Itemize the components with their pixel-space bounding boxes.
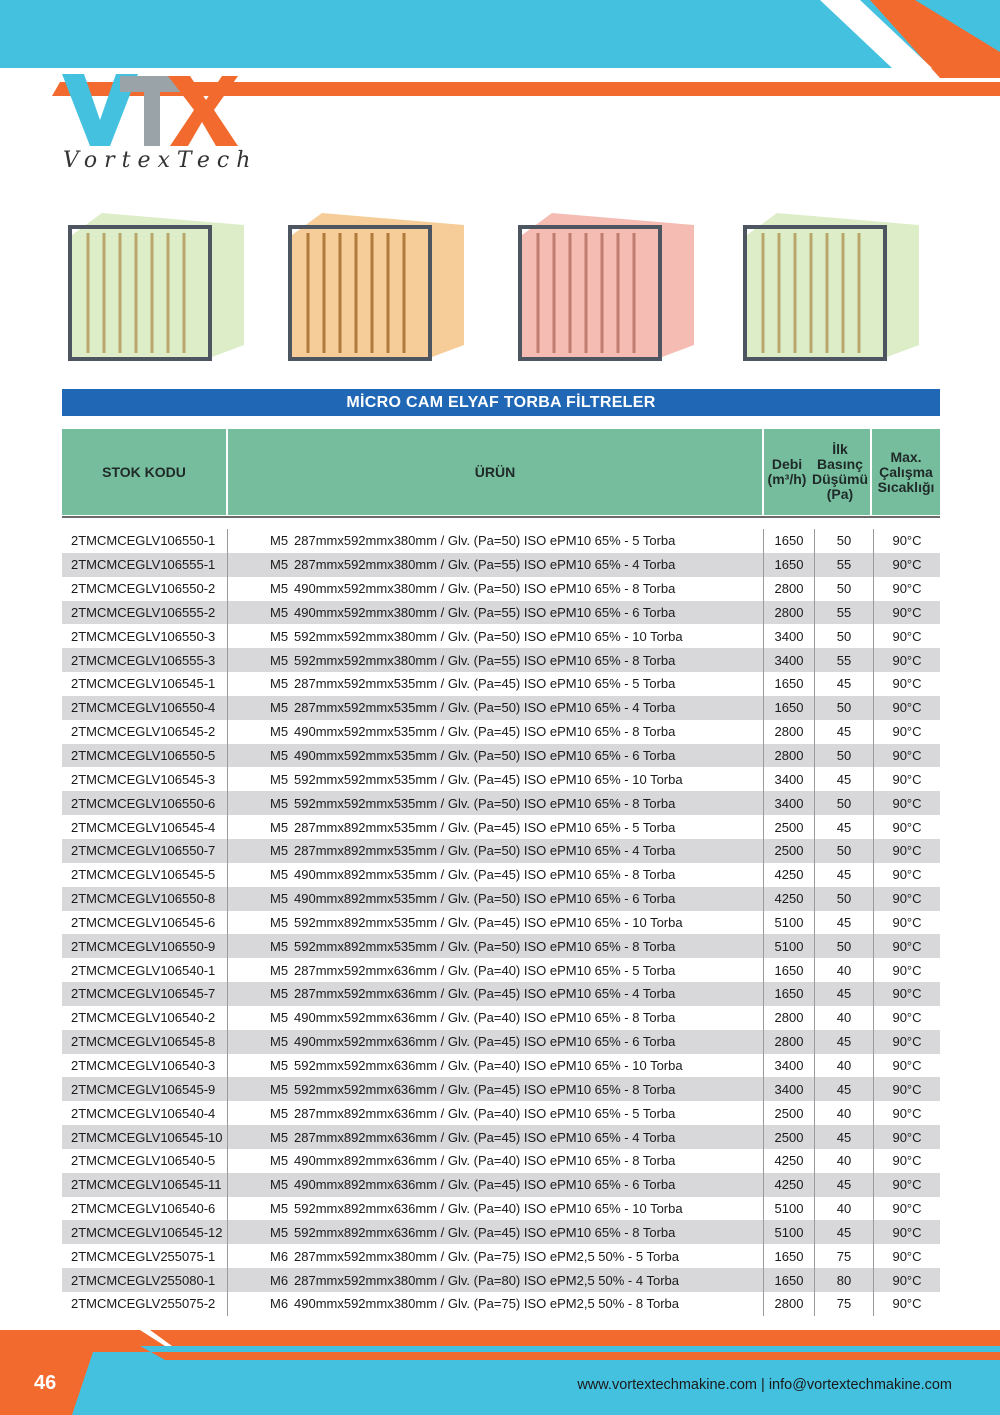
product-image bbox=[512, 205, 712, 375]
product-image bbox=[282, 205, 482, 375]
cell-filter-class: M5 bbox=[270, 1034, 289, 1050]
cell-product-desc: 287mmx592mmx636mm / Glv. (Pa=45) ISO ePM10 65% - 4 Torba bbox=[294, 986, 676, 1002]
cell-pressure-drop: 45 bbox=[815, 863, 874, 887]
cell-max-temp: 90°C bbox=[892, 1177, 922, 1193]
cell-product-desc: 287mmx592mmx636mm / Glv. (Pa=40) ISO ePM10 65% - 5 Torba bbox=[294, 962, 676, 978]
cell-flow: 1650 bbox=[764, 1244, 815, 1268]
table-row bbox=[62, 767, 940, 791]
cell-stock-code: 2TMCMCEGLV255075-1 bbox=[62, 1244, 228, 1268]
cell-flow: 2800 bbox=[764, 744, 815, 768]
cell-pressure-drop: 50 bbox=[815, 791, 874, 815]
cell-pressure-drop: 75 bbox=[815, 1292, 874, 1316]
cell-max-temp: 90°C bbox=[892, 986, 922, 1002]
cell-max-temp: 90°C bbox=[892, 1296, 922, 1312]
cell-product-desc: 490mmx592mmx636mm / Glv. (Pa=45) ISO ePM10 65% - 6 Torba bbox=[294, 1034, 676, 1050]
cell-pressure-drop: 75 bbox=[815, 1244, 874, 1268]
cell-product bbox=[228, 911, 764, 935]
cell-flow: 5100 bbox=[764, 934, 815, 958]
cell-product-desc: 490mmx592mmx535mm / Glv. (Pa=45) ISO ePM10 65% - 8 Torba bbox=[294, 724, 676, 740]
cell-stock-code: 2TMCMCEGLV106545-4 bbox=[62, 815, 228, 839]
cell-flow: 5100 bbox=[764, 1197, 815, 1221]
cell-pressure-drop: 50 bbox=[815, 887, 874, 911]
table-row bbox=[62, 1125, 940, 1149]
cell-product-desc: 490mmx892mmx535mm / Glv. (Pa=45) ISO ePM10 65% - 8 Torba bbox=[294, 867, 676, 883]
cell-product bbox=[228, 1006, 764, 1030]
header-product: ÜRÜN bbox=[228, 429, 764, 515]
cell-product bbox=[228, 601, 764, 625]
table-row bbox=[62, 696, 940, 720]
cell-pressure-drop: 45 bbox=[815, 767, 874, 791]
cell-product bbox=[228, 577, 764, 601]
cell-flow: 1650 bbox=[764, 672, 815, 696]
cell-filter-class: M5 bbox=[270, 771, 289, 787]
cell-pressure-drop: 45 bbox=[815, 1220, 874, 1244]
cell-product bbox=[228, 1244, 764, 1268]
cell-filter-class: M5 bbox=[270, 843, 289, 859]
cell-flow: 3400 bbox=[764, 648, 815, 672]
cell-stock-code: 2TMCMCEGLV106545-3 bbox=[62, 767, 228, 791]
cell-product-desc: 592mmx592mmx535mm / Glv. (Pa=45) ISO ePM10 65% - 10 Torba bbox=[294, 771, 683, 787]
cell-max-temp: 90°C bbox=[892, 700, 922, 716]
cell-filter-class: M5 bbox=[270, 795, 289, 811]
table-row bbox=[62, 1149, 940, 1173]
cell-pressure-drop: 45 bbox=[815, 815, 874, 839]
cell-flow: 2800 bbox=[764, 1030, 815, 1054]
cell-filter-class: M5 bbox=[270, 700, 289, 716]
cell-stock-code: 2TMCMCEGLV106550-3 bbox=[62, 624, 228, 648]
table-row bbox=[62, 744, 940, 768]
cell-product-desc: 592mmx592mmx636mm / Glv. (Pa=45) ISO ePM10 65% - 8 Torba bbox=[294, 1081, 676, 1097]
cell-filter-class: M5 bbox=[270, 604, 289, 620]
cell-stock-code: 2TMCMCEGLV106545-10 bbox=[62, 1125, 228, 1149]
cell-max-temp: 90°C bbox=[892, 1081, 922, 1097]
cell-product bbox=[228, 767, 764, 791]
cell-stock-code: 2TMCMCEGLV106550-7 bbox=[62, 839, 228, 863]
cell-pressure-drop: 50 bbox=[815, 934, 874, 958]
cell-filter-class: M5 bbox=[270, 1129, 289, 1145]
table-header bbox=[62, 429, 940, 515]
cell-flow: 3400 bbox=[764, 1077, 815, 1101]
cell-filter-class: M5 bbox=[270, 581, 289, 597]
table-row bbox=[62, 648, 940, 672]
cell-pressure-drop: 50 bbox=[815, 577, 874, 601]
cell-product bbox=[228, 1268, 764, 1292]
cell-pressure-drop: 40 bbox=[815, 1197, 874, 1221]
cell-flow: 2500 bbox=[764, 1125, 815, 1149]
cell-filter-class: M5 bbox=[270, 867, 289, 883]
cell-stock-code: 2TMCMCEGLV106545-12 bbox=[62, 1220, 228, 1244]
cell-max-temp: 90°C bbox=[892, 557, 922, 573]
cell-max-temp: 90°C bbox=[892, 676, 922, 692]
cell-stock-code: 2TMCMCEGLV106550-8 bbox=[62, 887, 228, 911]
cell-pressure-drop: 45 bbox=[815, 1125, 874, 1149]
cell-stock-code: 2TMCMCEGLV106555-2 bbox=[62, 601, 228, 625]
table-row bbox=[62, 529, 940, 553]
cell-flow: 2800 bbox=[764, 601, 815, 625]
table-row bbox=[62, 624, 940, 648]
cell-filter-class: M5 bbox=[270, 986, 289, 1002]
cell-flow: 3400 bbox=[764, 1054, 815, 1078]
brand-name: VortexTech bbox=[63, 148, 258, 173]
cell-max-temp: 90°C bbox=[892, 891, 922, 907]
header-stock-code: STOK KODU bbox=[62, 429, 228, 515]
cell-pressure-drop: 40 bbox=[815, 1054, 874, 1078]
cell-product-desc: 287mmx592mmx535mm / Glv. (Pa=50) ISO ePM10 65% - 4 Torba bbox=[294, 700, 676, 716]
cell-product-desc: 592mmx592mmx535mm / Glv. (Pa=50) ISO ePM10 65% - 8 Torba bbox=[294, 795, 676, 811]
cell-pressure-drop: 45 bbox=[815, 672, 874, 696]
cell-filter-class: M5 bbox=[270, 1081, 289, 1097]
cell-max-temp: 90°C bbox=[892, 581, 922, 597]
cell-stock-code: 2TMCMCEGLV106540-3 bbox=[62, 1054, 228, 1078]
cell-max-temp: 90°C bbox=[892, 1010, 922, 1026]
table-body bbox=[62, 529, 940, 1316]
cell-stock-code: 2TMCMCEGLV255075-2 bbox=[62, 1292, 228, 1316]
cell-flow: 3400 bbox=[764, 767, 815, 791]
cell-filter-class: M5 bbox=[270, 724, 289, 740]
cell-max-temp: 90°C bbox=[892, 962, 922, 978]
cell-filter-class: M5 bbox=[270, 1010, 289, 1026]
cell-product bbox=[228, 529, 764, 553]
cell-stock-code: 2TMCMCEGLV106545-7 bbox=[62, 982, 228, 1006]
cell-max-temp: 90°C bbox=[892, 1224, 922, 1240]
table-row bbox=[62, 1268, 940, 1292]
cell-max-temp: 90°C bbox=[892, 1105, 922, 1121]
cell-product-desc: 287mmx892mmx535mm / Glv. (Pa=50) ISO ePM10 65% - 4 Torba bbox=[294, 843, 676, 859]
cell-product-desc: 592mmx592mmx380mm / Glv. (Pa=55) ISO ePM10 65% - 8 Torba bbox=[294, 652, 676, 668]
table-row bbox=[62, 815, 940, 839]
table-row bbox=[62, 887, 940, 911]
cell-stock-code: 2TMCMCEGLV106545-2 bbox=[62, 720, 228, 744]
cell-stock-code: 2TMCMCEGLV106550-9 bbox=[62, 934, 228, 958]
table-row bbox=[62, 1077, 940, 1101]
cell-product-desc: 592mmx592mmx636mm / Glv. (Pa=40) ISO ePM10 65% - 10 Torba bbox=[294, 1057, 683, 1073]
table-row bbox=[62, 1173, 940, 1197]
cell-stock-code: 2TMCMCEGLV106540-1 bbox=[62, 958, 228, 982]
cell-pressure-drop: 50 bbox=[815, 839, 874, 863]
cell-pressure-drop: 50 bbox=[815, 529, 874, 553]
table-row bbox=[62, 1006, 940, 1030]
cell-stock-code: 2TMCMCEGLV106540-5 bbox=[62, 1149, 228, 1173]
cell-flow: 2800 bbox=[764, 1006, 815, 1030]
table-row bbox=[62, 1101, 940, 1125]
cell-stock-code: 2TMCMCEGLV106545-6 bbox=[62, 911, 228, 935]
cell-max-temp: 90°C bbox=[892, 1034, 922, 1050]
cell-flow: 1650 bbox=[764, 696, 815, 720]
cell-filter-class: M5 bbox=[270, 819, 289, 835]
cell-product bbox=[228, 958, 764, 982]
product-image bbox=[737, 205, 937, 375]
cell-stock-code: 2TMCMCEGLV106550-1 bbox=[62, 529, 228, 553]
cell-pressure-drop: 55 bbox=[815, 601, 874, 625]
cell-pressure-drop: 45 bbox=[815, 982, 874, 1006]
cell-stock-code: 2TMCMCEGLV255080-1 bbox=[62, 1268, 228, 1292]
cell-max-temp: 90°C bbox=[892, 771, 922, 787]
cell-product bbox=[228, 934, 764, 958]
cell-product-desc: 490mmx592mmx535mm / Glv. (Pa=50) ISO ePM10 65% - 6 Torba bbox=[294, 748, 676, 764]
cell-product-desc: 490mmx892mmx636mm / Glv. (Pa=45) ISO ePM10 65% - 6 Torba bbox=[294, 1177, 676, 1193]
table-row bbox=[62, 791, 940, 815]
cell-filter-class: M5 bbox=[270, 1177, 289, 1193]
table-title: MİCRO CAM ELYAF TORBA FİLTRELER bbox=[62, 389, 940, 416]
cell-product bbox=[228, 1197, 764, 1221]
cell-product bbox=[228, 553, 764, 577]
cell-filter-class: M5 bbox=[270, 676, 289, 692]
cell-stock-code: 2TMCMCEGLV106545-1 bbox=[62, 672, 228, 696]
cell-max-temp: 90°C bbox=[892, 1057, 922, 1073]
cell-max-temp: 90°C bbox=[892, 1201, 922, 1217]
table-row bbox=[62, 1244, 940, 1268]
cell-product bbox=[228, 815, 764, 839]
cell-product bbox=[228, 887, 764, 911]
cell-product bbox=[228, 1077, 764, 1101]
table-row bbox=[62, 553, 940, 577]
cell-flow: 1650 bbox=[764, 529, 815, 553]
cell-stock-code: 2TMCMCEGLV106540-4 bbox=[62, 1101, 228, 1125]
cell-product bbox=[228, 982, 764, 1006]
table-row bbox=[62, 839, 940, 863]
table-row bbox=[62, 863, 940, 887]
cell-pressure-drop: 50 bbox=[815, 744, 874, 768]
cell-product-desc: 592mmx892mmx535mm / Glv. (Pa=50) ISO ePM10 65% - 8 Torba bbox=[294, 938, 676, 954]
header-flow: Debi (m³/h) bbox=[764, 429, 810, 515]
cell-stock-code: 2TMCMCEGLV106555-3 bbox=[62, 648, 228, 672]
table-row bbox=[62, 982, 940, 1006]
cell-filter-class: M6 bbox=[270, 1248, 289, 1264]
cell-max-temp: 90°C bbox=[892, 914, 922, 930]
cell-filter-class: M5 bbox=[270, 748, 289, 764]
cell-product bbox=[228, 1101, 764, 1125]
cell-max-temp: 90°C bbox=[892, 533, 922, 549]
cell-stock-code: 2TMCMCEGLV106550-5 bbox=[62, 744, 228, 768]
cell-max-temp: 90°C bbox=[892, 795, 922, 811]
cell-product-desc: 490mmx892mmx535mm / Glv. (Pa=50) ISO ePM10 65% - 6 Torba bbox=[294, 891, 676, 907]
table-row bbox=[62, 720, 940, 744]
header-pressure-drop: İlk Basınç Düşümü (Pa) bbox=[810, 429, 872, 515]
header-max-temp: Max. Çalışma Sıcaklığı bbox=[872, 429, 940, 515]
cell-product bbox=[228, 1054, 764, 1078]
cell-filter-class: M6 bbox=[270, 1272, 289, 1288]
cell-product-desc: 490mmx892mmx636mm / Glv. (Pa=40) ISO ePM10 65% - 8 Torba bbox=[294, 1153, 676, 1169]
table-row bbox=[62, 934, 940, 958]
cell-max-temp: 90°C bbox=[892, 628, 922, 644]
cell-filter-class: M5 bbox=[270, 1201, 289, 1217]
cell-product bbox=[228, 1292, 764, 1316]
cell-filter-class: M5 bbox=[270, 1224, 289, 1240]
cell-product-desc: 287mmx592mmx380mm / Glv. (Pa=55) ISO ePM10 65% - 4 Torba bbox=[294, 557, 676, 573]
cell-max-temp: 90°C bbox=[892, 819, 922, 835]
cell-pressure-drop: 80 bbox=[815, 1268, 874, 1292]
cell-product-desc: 287mmx892mmx636mm / Glv. (Pa=40) ISO ePM10 65% - 5 Torba bbox=[294, 1105, 676, 1121]
cell-filter-class: M5 bbox=[270, 628, 289, 644]
cell-stock-code: 2TMCMCEGLV106545-8 bbox=[62, 1030, 228, 1054]
cell-flow: 1650 bbox=[764, 982, 815, 1006]
cell-stock-code: 2TMCMCEGLV106545-11 bbox=[62, 1173, 228, 1197]
table-row bbox=[62, 672, 940, 696]
page-number: 46 bbox=[34, 1372, 57, 1394]
cell-pressure-drop: 45 bbox=[815, 1030, 874, 1054]
cell-pressure-drop: 40 bbox=[815, 1006, 874, 1030]
cell-max-temp: 90°C bbox=[892, 867, 922, 883]
cell-stock-code: 2TMCMCEGLV106555-1 bbox=[62, 553, 228, 577]
table-row bbox=[62, 1054, 940, 1078]
cell-filter-class: M5 bbox=[270, 962, 289, 978]
table-row bbox=[62, 1030, 940, 1054]
cell-max-temp: 90°C bbox=[892, 843, 922, 859]
cell-flow: 2800 bbox=[764, 1292, 815, 1316]
cell-stock-code: 2TMCMCEGLV106540-6 bbox=[62, 1197, 228, 1221]
cell-flow: 1650 bbox=[764, 958, 815, 982]
cell-flow: 2500 bbox=[764, 1101, 815, 1125]
table-row bbox=[62, 1197, 940, 1221]
cell-max-temp: 90°C bbox=[892, 724, 922, 740]
cell-max-temp: 90°C bbox=[892, 748, 922, 764]
cell-product-desc: 287mmx592mmx380mm / Glv. (Pa=50) ISO ePM10 65% - 5 Torba bbox=[294, 533, 676, 549]
cell-product bbox=[228, 696, 764, 720]
cell-filter-class: M5 bbox=[270, 938, 289, 954]
cell-max-temp: 90°C bbox=[892, 1129, 922, 1145]
cell-stock-code: 2TMCMCEGLV106550-2 bbox=[62, 577, 228, 601]
cell-flow: 2500 bbox=[764, 815, 815, 839]
cell-flow: 4250 bbox=[764, 863, 815, 887]
cell-flow: 4250 bbox=[764, 1173, 815, 1197]
cell-product bbox=[228, 744, 764, 768]
cell-pressure-drop: 55 bbox=[815, 648, 874, 672]
product-gallery bbox=[62, 205, 942, 375]
cell-filter-class: M5 bbox=[270, 533, 289, 549]
cell-product bbox=[228, 791, 764, 815]
cell-flow: 5100 bbox=[764, 911, 815, 935]
cell-product bbox=[228, 1220, 764, 1244]
cell-max-temp: 90°C bbox=[892, 604, 922, 620]
cell-max-temp: 90°C bbox=[892, 652, 922, 668]
cell-flow: 2800 bbox=[764, 720, 815, 744]
cell-product bbox=[228, 648, 764, 672]
cell-max-temp: 90°C bbox=[892, 1272, 922, 1288]
cell-pressure-drop: 40 bbox=[815, 958, 874, 982]
cell-product bbox=[228, 720, 764, 744]
cell-product bbox=[228, 1125, 764, 1149]
cell-stock-code: 2TMCMCEGLV106550-4 bbox=[62, 696, 228, 720]
cell-filter-class: M5 bbox=[270, 557, 289, 573]
cell-filter-class: M5 bbox=[270, 1057, 289, 1073]
cell-product-desc: 490mmx592mmx636mm / Glv. (Pa=40) ISO ePM10 65% - 8 Torba bbox=[294, 1010, 676, 1026]
cell-product-desc: 592mmx892mmx535mm / Glv. (Pa=45) ISO ePM10 65% - 10 Torba bbox=[294, 914, 683, 930]
cell-pressure-drop: 50 bbox=[815, 696, 874, 720]
cell-product-desc: 287mmx892mmx636mm / Glv. (Pa=45) ISO ePM10 65% - 4 Torba bbox=[294, 1129, 676, 1145]
cell-filter-class: M5 bbox=[270, 914, 289, 930]
cell-product-desc: 490mmx592mmx380mm / Glv. (Pa=55) ISO ePM10 65% - 6 Torba bbox=[294, 604, 676, 620]
cell-flow: 1650 bbox=[764, 553, 815, 577]
cell-pressure-drop: 40 bbox=[815, 1101, 874, 1125]
cell-product-desc: 490mmx592mmx380mm / Glv. (Pa=75) ISO ePM2,5 50% - 8 Torba bbox=[294, 1296, 679, 1312]
cell-product bbox=[228, 839, 764, 863]
cell-product-desc: 592mmx892mmx636mm / Glv. (Pa=40) ISO ePM10 65% - 10 Torba bbox=[294, 1201, 683, 1217]
cell-product-desc: 287mmx892mmx535mm / Glv. (Pa=45) ISO ePM10 65% - 5 Torba bbox=[294, 819, 676, 835]
cell-product-desc: 287mmx592mmx380mm / Glv. (Pa=80) ISO ePM2,5 50% - 4 Torba bbox=[294, 1272, 679, 1288]
table-row bbox=[62, 577, 940, 601]
contact-links[interactable]: www.vortextechmakine.com | info@vortextechmakine.com bbox=[577, 1377, 952, 1393]
cell-stock-code: 2TMCMCEGLV106540-2 bbox=[62, 1006, 228, 1030]
cell-flow: 2800 bbox=[764, 577, 815, 601]
cell-pressure-drop: 50 bbox=[815, 624, 874, 648]
cell-pressure-drop: 45 bbox=[815, 1077, 874, 1101]
cell-flow: 1650 bbox=[764, 1268, 815, 1292]
product-image bbox=[62, 205, 262, 375]
cell-pressure-drop: 45 bbox=[815, 911, 874, 935]
cell-filter-class: M5 bbox=[270, 1153, 289, 1169]
cell-product bbox=[228, 1173, 764, 1197]
cell-product-desc: 287mmx592mmx380mm / Glv. (Pa=75) ISO ePM2,5 50% - 5 Torba bbox=[294, 1248, 679, 1264]
cell-flow: 3400 bbox=[764, 624, 815, 648]
footer-band bbox=[0, 1330, 1000, 1415]
cell-filter-class: M5 bbox=[270, 891, 289, 907]
cell-pressure-drop: 45 bbox=[815, 720, 874, 744]
cell-product-desc: 592mmx592mmx380mm / Glv. (Pa=50) ISO ePM10 65% - 10 Torba bbox=[294, 628, 683, 644]
table-row bbox=[62, 911, 940, 935]
cell-filter-class: M6 bbox=[270, 1296, 289, 1312]
cell-stock-code: 2TMCMCEGLV106545-5 bbox=[62, 863, 228, 887]
header-divider bbox=[62, 516, 940, 518]
cell-filter-class: M5 bbox=[270, 1105, 289, 1121]
cell-flow: 4250 bbox=[764, 1149, 815, 1173]
cell-flow: 5100 bbox=[764, 1220, 815, 1244]
cell-product-desc: 490mmx592mmx380mm / Glv. (Pa=50) ISO ePM10 65% - 8 Torba bbox=[294, 581, 676, 597]
cell-product bbox=[228, 863, 764, 887]
cell-flow: 3400 bbox=[764, 791, 815, 815]
cell-product bbox=[228, 624, 764, 648]
table-row bbox=[62, 1292, 940, 1316]
cell-flow: 2500 bbox=[764, 839, 815, 863]
cell-product bbox=[228, 1149, 764, 1173]
cell-pressure-drop: 45 bbox=[815, 1173, 874, 1197]
cell-filter-class: M5 bbox=[270, 652, 289, 668]
cell-product bbox=[228, 672, 764, 696]
cell-pressure-drop: 55 bbox=[815, 553, 874, 577]
cell-product bbox=[228, 1030, 764, 1054]
table-row bbox=[62, 958, 940, 982]
cell-stock-code: 2TMCMCEGLV106545-9 bbox=[62, 1077, 228, 1101]
cell-max-temp: 90°C bbox=[892, 938, 922, 954]
cell-max-temp: 90°C bbox=[892, 1153, 922, 1169]
cell-product-desc: 592mmx892mmx636mm / Glv. (Pa=45) ISO ePM10 65% - 8 Torba bbox=[294, 1224, 676, 1240]
table-row bbox=[62, 601, 940, 625]
cell-pressure-drop: 40 bbox=[815, 1149, 874, 1173]
cell-stock-code: 2TMCMCEGLV106550-6 bbox=[62, 791, 228, 815]
cell-product-desc: 287mmx592mmx535mm / Glv. (Pa=45) ISO ePM10 65% - 5 Torba bbox=[294, 676, 676, 692]
cell-flow: 4250 bbox=[764, 887, 815, 911]
cell-max-temp: 90°C bbox=[892, 1248, 922, 1264]
table-row bbox=[62, 1220, 940, 1244]
